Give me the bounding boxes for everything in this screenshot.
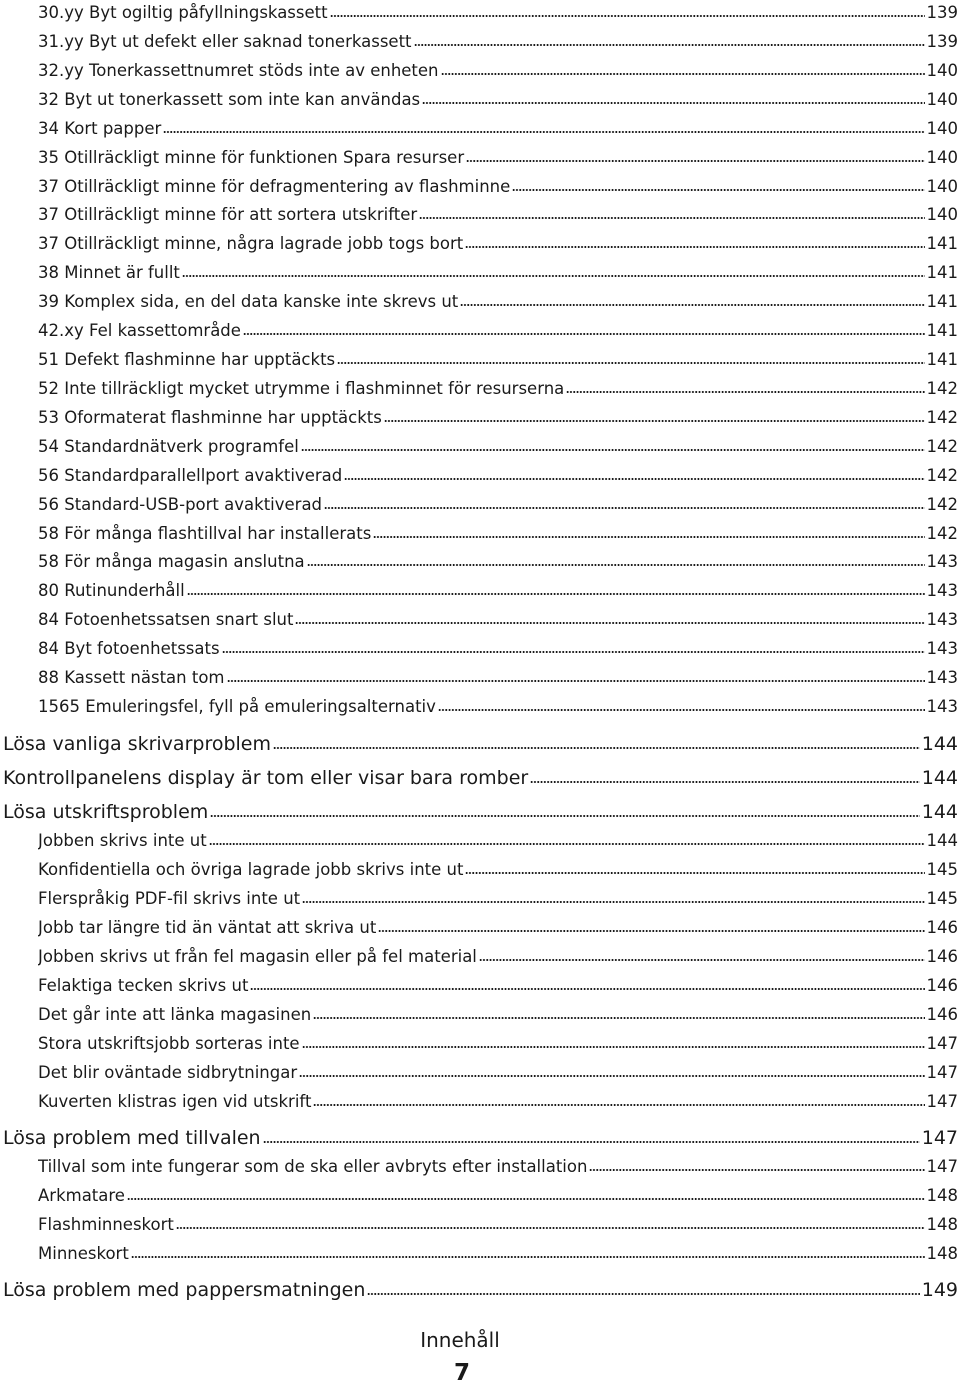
toc-entry-page: 143: [926, 668, 958, 687]
toc-entry-page: 147: [926, 1092, 958, 1111]
toc-entry-page: 142: [926, 408, 958, 427]
toc-entry-page: 145: [926, 889, 958, 908]
dot-leader: [243, 333, 925, 335]
toc-entry[interactable]: [38, 1183, 958, 1205]
toc-entry-page: 143: [926, 581, 958, 600]
toc-entry[interactable]: [38, 1060, 958, 1082]
toc-entry-page: 142: [926, 524, 958, 543]
toc-entry-title: Lösa vanliga skrivarproblem: [3, 733, 271, 755]
toc-entry-page: 141: [926, 321, 958, 340]
dot-leader: [422, 102, 924, 104]
dot-leader: [337, 362, 924, 364]
toc-entry-title: 58 För många flashtillval har installerats: [38, 524, 372, 543]
toc-entry[interactable]: [38, 289, 958, 311]
toc-section-entry[interactable]: [3, 797, 958, 823]
dot-leader: [589, 1169, 924, 1171]
dot-leader: [384, 420, 925, 422]
toc-entry-title: Minneskort: [38, 1244, 129, 1263]
toc-entry-title: 42.xy Fel kassettområde: [38, 321, 241, 340]
toc-entry-title: 37 Otillräckligt minne, några lagrade jobb togs bort: [38, 234, 464, 253]
toc-entry[interactable]: [38, 116, 958, 138]
toc-entry-page: 143: [926, 552, 958, 571]
toc-entry-title: 38 Minnet är fullt: [38, 263, 180, 282]
toc-entry-page: 143: [926, 697, 958, 716]
toc-entry-title: 54 Standardnätverk programfel: [38, 437, 299, 456]
toc-entry-page: 147: [926, 1157, 958, 1176]
toc-entry[interactable]: [38, 29, 958, 51]
toc-entry-page: 141: [926, 292, 958, 311]
toc-entry-page: 146: [926, 947, 958, 966]
dot-leader: [209, 843, 925, 845]
dot-leader: [460, 304, 924, 306]
toc-entry[interactable]: [38, 376, 958, 398]
toc-entry[interactable]: [38, 145, 958, 167]
toc-entry-title: Jobb tar längre tid än väntat att skriva ut: [38, 918, 377, 937]
dot-leader: [313, 1017, 924, 1019]
toc-entry-title: 31.yy Byt ut defekt eller saknad tonerkassett: [38, 32, 412, 51]
toc-entry-title: 56 Standardparallellport avaktiverad: [38, 466, 343, 485]
toc-entry-title: 39 Komplex sida, en del data kanske inte skrevs ut: [38, 292, 459, 311]
dot-leader: [344, 478, 924, 480]
toc-entry-title: Lösa problem med tillvalen: [3, 1127, 261, 1149]
toc-entry[interactable]: [38, 665, 958, 687]
toc-entry-title: 80 Rutinunderhåll: [38, 581, 185, 600]
toc-entry-page: 141: [926, 350, 958, 369]
toc-entry-page: 139: [926, 32, 958, 51]
toc-entry-page: 148: [926, 1186, 958, 1205]
dot-leader: [512, 189, 924, 191]
dot-leader: [330, 15, 925, 17]
toc-entry[interactable]: [38, 578, 958, 600]
toc-entry[interactable]: [38, 260, 958, 282]
toc-entry-title: Felaktiga tecken skrivs ut: [38, 976, 249, 995]
toc-entry[interactable]: [38, 1154, 958, 1176]
toc-entry-page: 141: [926, 263, 958, 282]
toc-entry-page: 143: [926, 610, 958, 629]
toc-entry[interactable]: [38, 58, 958, 80]
toc-entry-page: 147: [926, 1034, 958, 1053]
dot-leader: [299, 1075, 924, 1077]
toc-entry[interactable]: [38, 0, 958, 22]
dot-leader: [441, 73, 925, 75]
dot-leader: [438, 709, 925, 711]
dot-leader: [414, 44, 925, 46]
toc-entry-title: 34 Kort papper: [38, 119, 162, 138]
toc-entry[interactable]: [38, 857, 958, 879]
toc-section-entry[interactable]: [3, 1275, 958, 1301]
toc-entry-page: 142: [926, 437, 958, 456]
toc-entry-title: Lösa utskriftsproblem: [3, 801, 209, 823]
toc-entry-title: Jobben skrivs inte ut: [38, 831, 207, 850]
toc-entry-title: Flashminneskort: [38, 1215, 174, 1234]
dot-leader: [373, 536, 924, 538]
dot-leader: [222, 651, 925, 653]
dot-leader: [273, 747, 920, 749]
toc-entry[interactable]: [38, 318, 958, 340]
toc-entry-page: 139: [926, 3, 958, 22]
toc-entry-title: Lösa problem med pappersmatningen: [3, 1279, 366, 1301]
toc-section-entry[interactable]: [3, 763, 958, 789]
toc-entry-title: Flerspråkig PDF-fil skrivs inte ut: [38, 889, 301, 908]
toc-entry-title: Kuverten klistras igen vid utskrift: [38, 1092, 312, 1111]
toc-entry[interactable]: [38, 1002, 958, 1024]
toc-entry-title: 32.yy Tonerkassettnumret stöds inte av enheten: [38, 61, 439, 80]
toc-entry-title: Kontrollpanelens display är tom eller visar bara romber: [3, 767, 529, 789]
toc-entry-title: 37 Otillräckligt minne för att sortera utskrifter: [38, 205, 418, 224]
dot-leader: [182, 275, 925, 277]
toc-section-entry[interactable]: [3, 729, 958, 755]
toc-entry-page: 148: [926, 1215, 958, 1234]
toc-entry[interactable]: [38, 828, 958, 850]
toc-entry-page: 141: [926, 234, 958, 253]
dot-leader: [187, 593, 925, 595]
toc-entry-page: 144: [921, 801, 958, 823]
toc-entry-page: 142: [926, 466, 958, 485]
toc-entry-page: 142: [926, 379, 958, 398]
dot-leader: [530, 781, 920, 783]
toc-section-entry[interactable]: [3, 1123, 958, 1149]
toc-entry-title: 1565 Emuleringsfel, fyll på emuleringsalternativ: [38, 697, 436, 716]
dot-leader: [302, 901, 924, 903]
toc-entry[interactable]: [38, 636, 958, 658]
toc-entry-page: 146: [926, 918, 958, 937]
toc-entry[interactable]: [38, 1241, 958, 1263]
toc-entry[interactable]: [38, 231, 958, 253]
toc-entry-title: 58 För många magasin anslutna: [38, 552, 305, 571]
toc-entry-page: 148: [926, 1244, 958, 1263]
toc-entry-title: Det blir oväntade sidbrytningar: [38, 1063, 298, 1082]
toc-entry-page: 140: [926, 177, 958, 196]
toc-entry-page: 140: [926, 61, 958, 80]
dot-leader: [419, 217, 924, 219]
toc-entry[interactable]: [38, 694, 958, 716]
dot-leader: [210, 815, 919, 817]
toc-entry-page: 140: [926, 148, 958, 167]
toc-entry-page: 149: [921, 1279, 958, 1301]
toc-entry-title: 84 Fotoenhetssatsen snart slut: [38, 610, 294, 629]
dot-leader: [295, 622, 924, 624]
footer-page-number: 7: [453, 1360, 470, 1386]
toc-entry[interactable]: [38, 973, 958, 995]
dot-leader: [176, 1227, 925, 1229]
toc-entry-title: 32 Byt ut tonerkassett som inte kan användas: [38, 90, 421, 109]
dot-leader: [301, 449, 925, 451]
toc-entry-title: 51 Defekt flashminne har upptäckts: [38, 350, 336, 369]
toc-entry-page: 140: [926, 90, 958, 109]
toc-entry-title: 35 Otillräckligt minne för funktionen Spara resurser: [38, 148, 465, 167]
dot-leader: [131, 1256, 925, 1258]
toc-entry-title: Konfidentiella och övriga lagrade jobb skrivs inte ut: [38, 860, 464, 879]
toc-entry[interactable]: [38, 1089, 958, 1111]
toc-entry-page: 144: [926, 831, 958, 850]
toc-entry-title: 37 Otillräckligt minne för defragmentering av flashminne: [38, 177, 511, 196]
dot-leader: [302, 1046, 925, 1048]
toc-entry[interactable]: [38, 174, 958, 196]
dot-leader: [324, 507, 924, 509]
dot-leader: [227, 680, 925, 682]
toc-entry-title: Jobben skrivs ut från fel magasin eller på fel material: [38, 947, 477, 966]
toc-entry[interactable]: [38, 87, 958, 109]
toc-entry-title: 56 Standard-USB-port avaktiverad: [38, 495, 323, 514]
dot-leader: [378, 930, 924, 932]
footer-section-label: Innehåll: [420, 1328, 500, 1352]
toc-entry[interactable]: [38, 915, 958, 937]
dot-leader: [566, 391, 924, 393]
toc-entry-page: 144: [921, 767, 958, 789]
toc-entry-title: Stora utskriftsjobb sorteras inte: [38, 1034, 300, 1053]
toc-entry[interactable]: [38, 463, 958, 485]
toc-entry-page: 143: [926, 639, 958, 658]
dot-leader: [250, 988, 924, 990]
toc-entry-title: Tillval som inte fungerar som de ska eller avbryts efter installation: [38, 1157, 588, 1176]
dot-leader: [313, 1104, 924, 1106]
toc-entry[interactable]: [38, 405, 958, 427]
dot-leader: [465, 246, 924, 248]
dot-leader: [466, 160, 924, 162]
toc-entry-page: 146: [926, 976, 958, 995]
toc-entry-page: 147: [921, 1127, 958, 1149]
toc-entry-title: 88 Kassett nästan tom: [38, 668, 225, 687]
toc-entry[interactable]: [38, 549, 958, 571]
toc-entry-page: 145: [926, 860, 958, 879]
toc-entry[interactable]: [38, 1212, 958, 1234]
toc-entry-title: 52 Inte tillräckligt mycket utrymme i flashminnet för resurserna: [38, 379, 565, 398]
toc-entry-page: 140: [926, 119, 958, 138]
toc-entry-page: 142: [926, 495, 958, 514]
toc-entry-title: Arkmatare: [38, 1186, 125, 1205]
toc-entry[interactable]: [38, 521, 958, 543]
toc-entry-page: 144: [921, 733, 958, 755]
dot-leader: [307, 564, 925, 566]
toc-entry[interactable]: [38, 202, 958, 224]
toc-entry-page: 147: [926, 1063, 958, 1082]
dot-leader: [127, 1198, 925, 1200]
dot-leader: [479, 959, 925, 961]
toc-entry[interactable]: [38, 347, 958, 369]
dot-leader: [367, 1293, 919, 1295]
toc-entry[interactable]: [38, 944, 958, 966]
toc-entry-page: 140: [926, 205, 958, 224]
toc-entry[interactable]: [38, 886, 958, 908]
toc-entry[interactable]: [38, 607, 958, 629]
dot-leader: [163, 131, 924, 133]
toc-entry-title: 53 Oformaterat flashminne har upptäckts: [38, 408, 382, 427]
dot-leader: [263, 1141, 920, 1143]
toc-entry-title: Det går inte att länka magasinen: [38, 1005, 312, 1024]
toc-entry[interactable]: [38, 434, 958, 456]
toc-entry-title: 30.yy Byt ogiltig påfyllningskassett: [38, 3, 328, 22]
toc-entry-page: 146: [926, 1005, 958, 1024]
toc-entry[interactable]: [38, 492, 958, 514]
dot-leader: [465, 872, 924, 874]
toc-entry-title: 84 Byt fotoenhetssats: [38, 639, 220, 658]
toc-entry[interactable]: [38, 1031, 958, 1053]
